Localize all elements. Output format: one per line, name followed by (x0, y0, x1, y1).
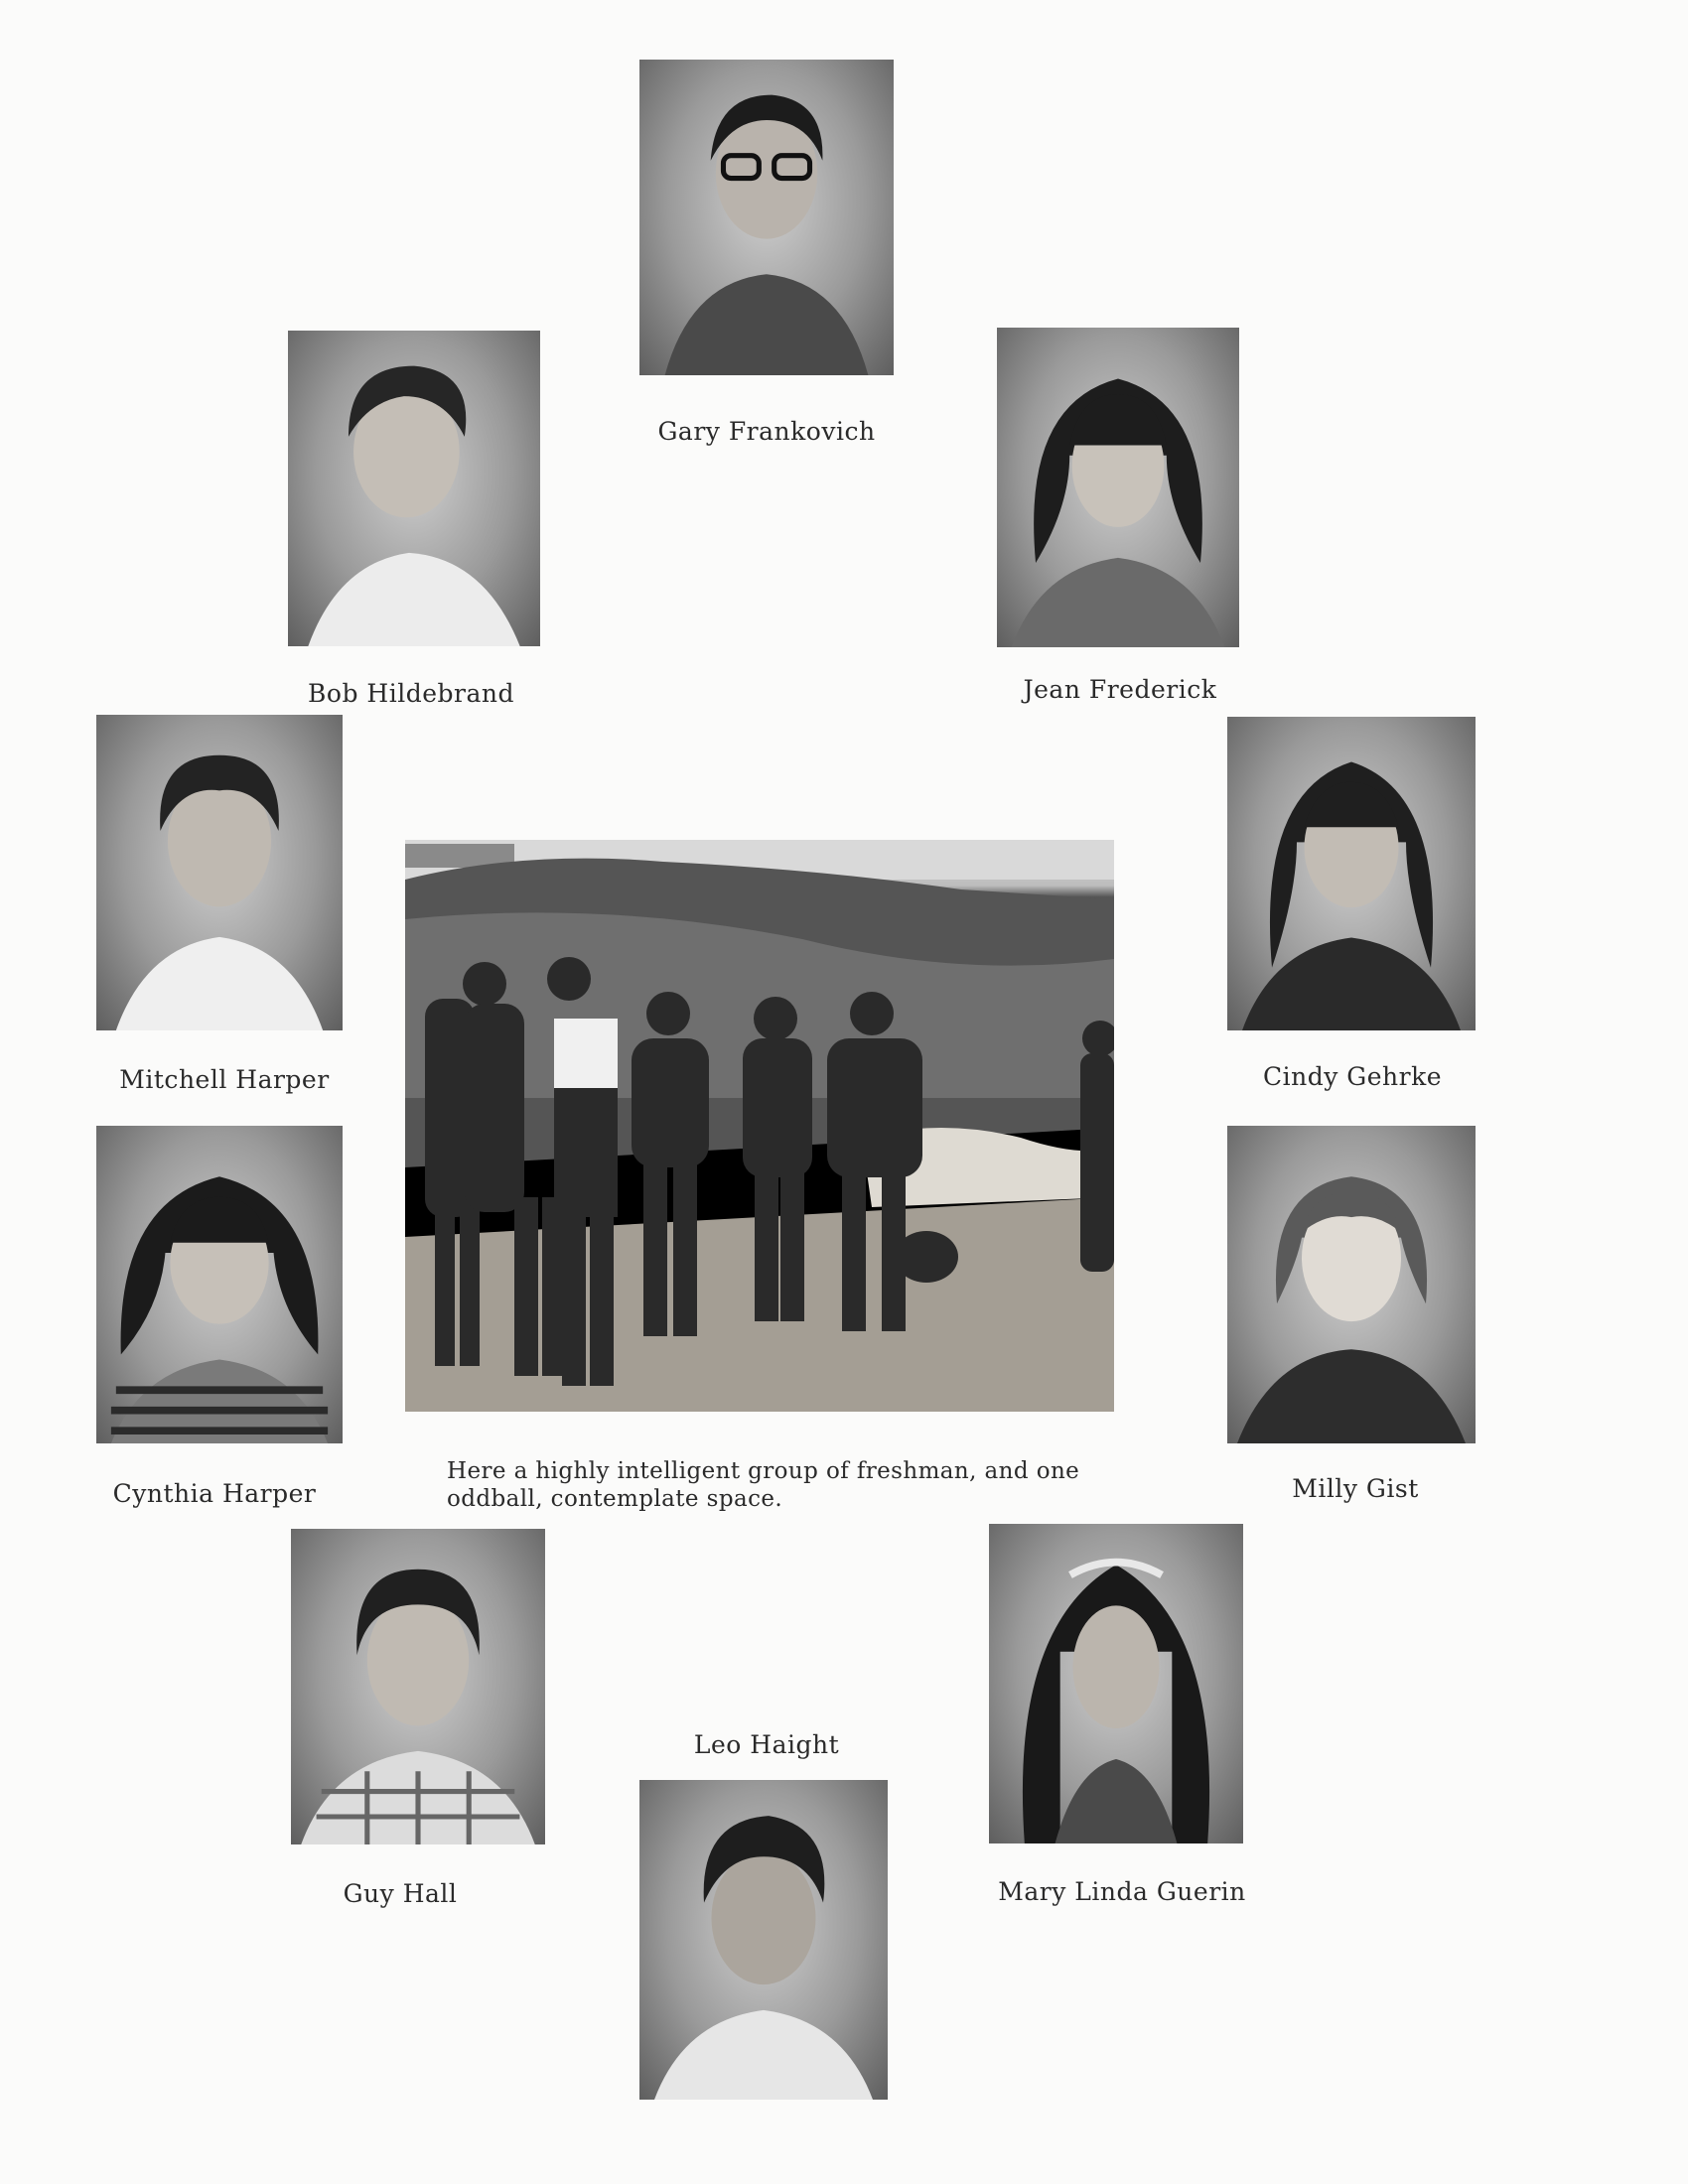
portrait-caption: Mary Linda Guerin (998, 1877, 1246, 1906)
portrait-photo (291, 1529, 545, 1844)
portrait-photo (997, 328, 1239, 647)
portrait-photo (288, 331, 540, 646)
portrait-caption: Guy Hall (343, 1879, 458, 1908)
portrait-photo (96, 1126, 343, 1443)
portrait-photo (1227, 1126, 1476, 1443)
portrait-photo (96, 715, 343, 1030)
group-photo-caption (447, 1457, 1122, 1513)
group-caption-line: oddball, contemplate space. (447, 1486, 783, 1512)
portrait-caption: Cindy Gehrke (1262, 1062, 1443, 1091)
portrait-photo (1227, 717, 1476, 1030)
portrait-caption: Bob Hildebrand (308, 679, 514, 708)
portrait-caption: Cynthia Harper (112, 1479, 317, 1508)
group-photo (405, 840, 1114, 1412)
group-caption-line: Here a highly intelligent group of freshman, and one (447, 1458, 1080, 1484)
portrait-caption: Milly Gist (1292, 1474, 1419, 1503)
portrait-caption: Leo Haight (693, 1730, 840, 1759)
portrait-caption: Gary Frankovich (657, 417, 876, 446)
portrait-caption: Jean Frederick (1023, 675, 1217, 704)
portrait-photo (639, 1780, 888, 2100)
portrait-photo (639, 60, 894, 375)
portrait-photo (989, 1524, 1243, 1843)
portrait-caption: Mitchell Harper (119, 1065, 330, 1094)
